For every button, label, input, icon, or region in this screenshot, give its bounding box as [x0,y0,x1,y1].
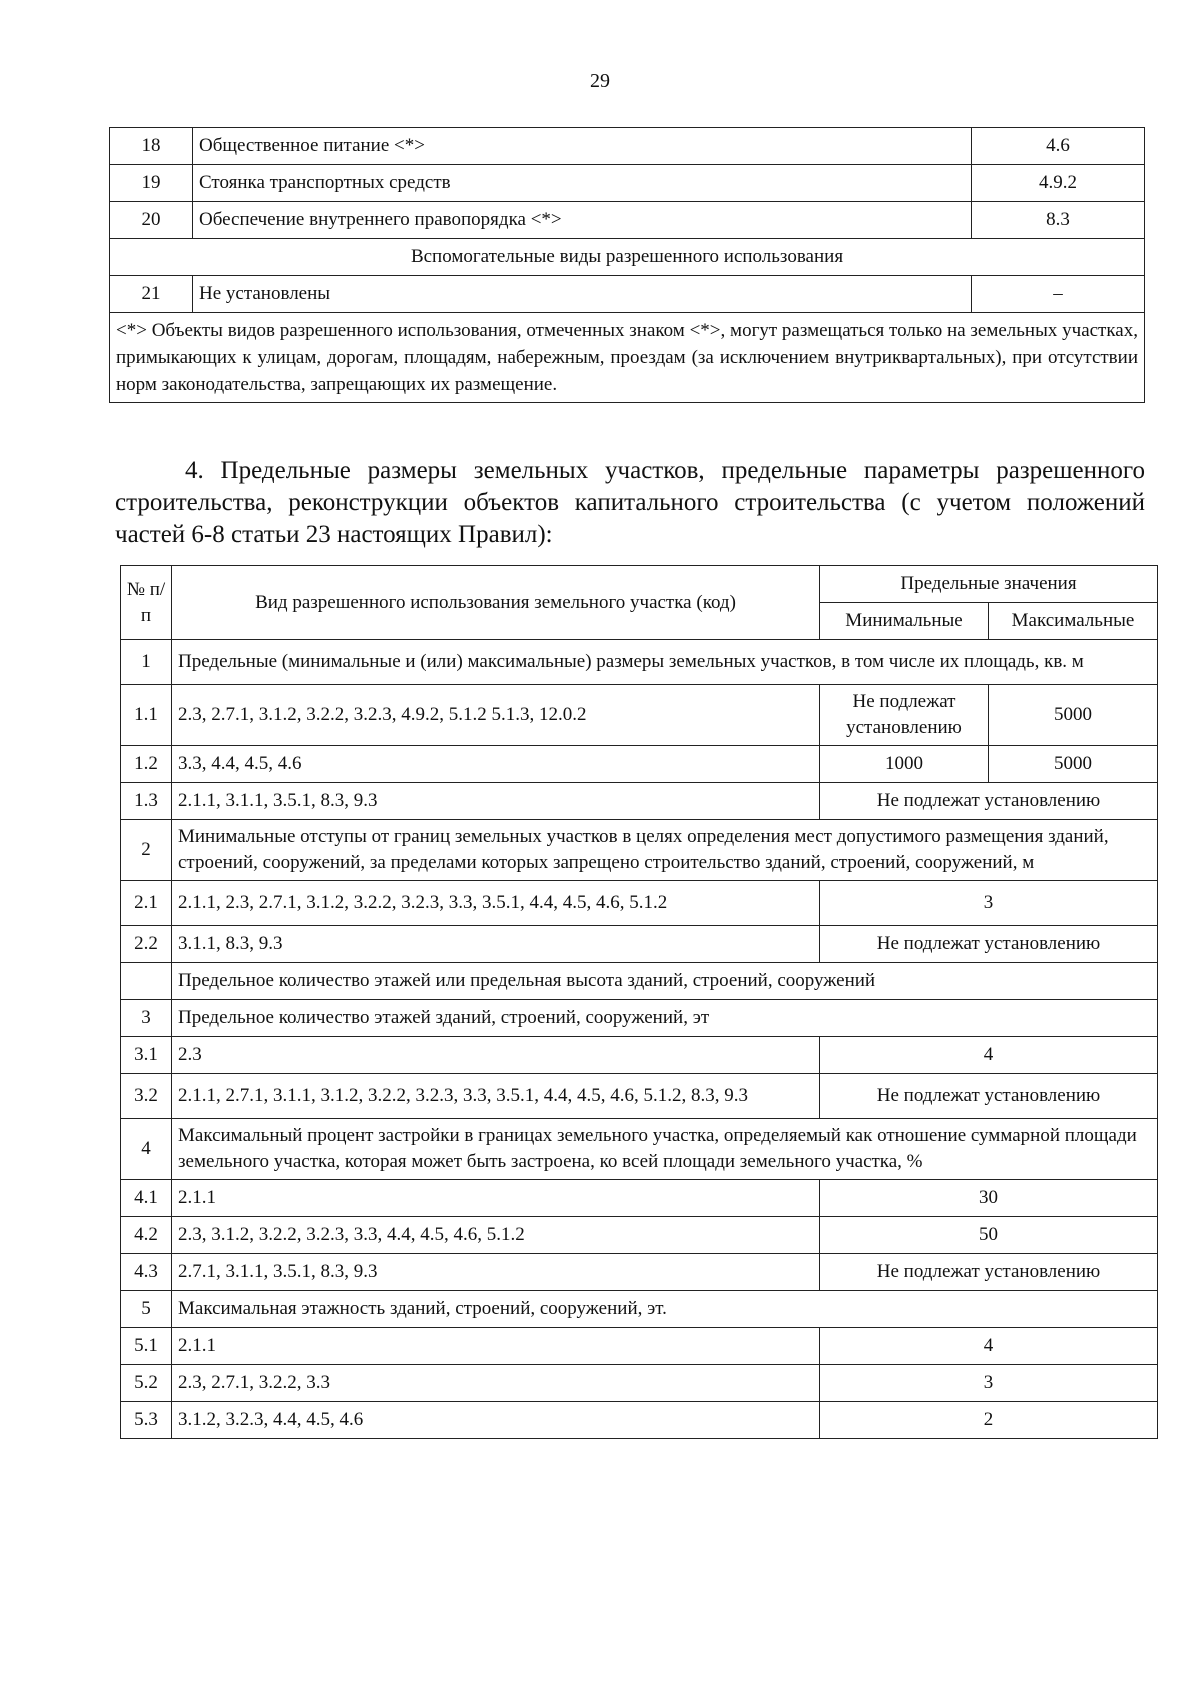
table-row [121,881,1158,926]
row-number-empty [121,963,172,1000]
max-value: 5000 [989,746,1158,783]
table-row [121,1037,1158,1074]
use-codes: 2.1.1 [172,1328,820,1365]
parameter-group-title: Предельное количество этажей или предельная высота зданий, строений, сооружений [172,963,1158,1000]
row-number: 2.1 [121,881,172,926]
footnote: <*> Объекты видов разрешенного использования, отмеченных знаком <*>, могут размещаться только на земельных участках, примыкающих к улицам, дорогам, площадям, набережным, проездам (за исключением внутриквартальных), при отсутствии норм законодательства, запрещающих их размещение. [110,313,1145,403]
use-codes: 2.1.1 [172,1180,820,1217]
row-number: 1 [121,640,172,685]
limit-value: 4 [820,1037,1158,1074]
use-type-name: Общественное питание <*> [193,128,972,165]
parameter-title: Предельные (минимальные и (или) максимальные) размеры земельных участков, в том числе их площадь, кв. м [172,640,1158,685]
table-row [110,202,1145,239]
permitted-use-table-continuation [109,127,1145,403]
use-codes: 2.3, 2.7.1, 3.1.2, 3.2.2, 3.2.3, 4.9.2, 5.1.2 5.1.3, 12.0.2 [172,685,820,746]
page-number: 29 [590,70,610,92]
row-number: 5.1 [121,1328,172,1365]
max-value: 5000 [989,685,1158,746]
row-number: 20 [110,202,193,239]
limit-value: 2 [820,1402,1158,1439]
table-row [121,1217,1158,1254]
table-row [121,963,1158,1000]
section-heading: 4. Предельные размеры земельных участков, предельные параметры разрешенного строительства, реконструкции объектов капитального строительства (с учетом положений частей 6-8 статьи 23 настоящих Правил): [115,457,1145,548]
use-type-name: Не установлены [193,276,972,313]
table-row [121,1180,1158,1217]
use-codes: 3.1.1, 8.3, 9.3 [172,926,820,963]
header-max: Максимальные [989,603,1158,640]
table-row [121,820,1158,881]
table-row [121,685,1158,746]
row-number: 4.1 [121,1180,172,1217]
row-number: 4.3 [121,1254,172,1291]
table-row [121,1000,1158,1037]
min-value: Не подлежат установлению [820,685,989,746]
table-row [121,1365,1158,1402]
use-codes: 3.1.2, 3.2.3, 4.4, 4.5, 4.6 [172,1402,820,1439]
use-codes: 2.1.1, 3.1.1, 3.5.1, 8.3, 9.3 [172,783,820,820]
limit-value: 4 [820,1328,1158,1365]
table-row [121,1402,1158,1439]
header-number: № п/п [121,566,172,640]
table-row [110,165,1145,202]
limit-value: Не подлежат установлению [820,926,1158,963]
parameter-title: Предельное количество этажей зданий, строений, сооружений, эт [172,1000,1158,1037]
row-number: 2 [121,820,172,881]
limit-value: 3 [820,1365,1158,1402]
use-type-code: 4.6 [972,128,1145,165]
limit-value: 50 [820,1217,1158,1254]
use-codes: 2.3, 2.7.1, 3.2.2, 3.3 [172,1365,820,1402]
auxiliary-uses-header: Вспомогательные виды разрешенного использования [110,239,1145,276]
use-codes: 2.3, 3.1.2, 3.2.2, 3.2.3, 3.3, 4.4, 4.5, 4.6, 5.1.2 [172,1217,820,1254]
use-codes: 2.3 [172,1037,820,1074]
row-number: 1.1 [121,685,172,746]
use-codes: 2.1.1, 2.3, 2.7.1, 3.1.2, 3.2.2, 3.2.3, 3.3, 3.5.1, 4.4, 4.5, 4.6, 5.1.2 [172,881,820,926]
row-number: 2.2 [121,926,172,963]
table-row [121,1119,1158,1180]
table-row [121,640,1158,685]
use-codes: 2.7.1, 3.1.1, 3.5.1, 8.3, 9.3 [172,1254,820,1291]
use-type-name: Обеспечение внутреннего правопорядка <*> [193,202,972,239]
row-number: 5.2 [121,1365,172,1402]
use-type-code: 4.9.2 [972,165,1145,202]
table-note-row [110,313,1145,403]
limit-value: 3 [820,881,1158,926]
row-number: 18 [110,128,193,165]
use-type-name: Стоянка транспортных средств [193,165,972,202]
limit-value: Не подлежат установлению [820,783,1158,820]
parameter-title: Максимальная этажность зданий, строений, сооружений, эт. [172,1291,1158,1328]
row-number: 3.1 [121,1037,172,1074]
use-type-code: – [972,276,1145,313]
use-type-code: 8.3 [972,202,1145,239]
row-number: 4 [121,1119,172,1180]
row-number: 3.2 [121,1074,172,1119]
use-codes: 3.3, 4.4, 4.5, 4.6 [172,746,820,783]
table-section-header [110,239,1145,276]
row-number: 19 [110,165,193,202]
parameter-title: Максимальный процент застройки в границах земельного участка, определяемый как отношение суммарной площади земельного участка, которая может быть застроена, ко всей площади земельного участка, % [172,1119,1158,1180]
limit-value: 30 [820,1180,1158,1217]
table-row [121,783,1158,820]
header-use-type: Вид разрешенного использования земельного участка (код) [172,566,820,640]
header-min: Минимальные [820,603,989,640]
row-number: 5.3 [121,1402,172,1439]
table-row [110,276,1145,313]
table-row [121,1074,1158,1119]
table-row [121,1254,1158,1291]
parameter-title: Минимальные отступы от границ земельных участков в целях определения мест допустимого размещения зданий, строений, сооружений, за пределами которых запрещено строительство зданий, строений, сооружений, м [172,820,1158,881]
table-row [121,1291,1158,1328]
table-row [121,1328,1158,1365]
row-number: 1.2 [121,746,172,783]
row-number: 4.2 [121,1217,172,1254]
table-row [121,746,1158,783]
row-number: 21 [110,276,193,313]
table-header-row [121,566,1158,603]
header-limits: Предельные значения [820,566,1158,603]
limit-value: Не подлежат установлению [820,1074,1158,1119]
table-row [121,926,1158,963]
limit-parameters-table [120,565,1158,1439]
row-number: 1.3 [121,783,172,820]
use-codes: 2.1.1, 2.7.1, 3.1.1, 3.1.2, 3.2.2, 3.2.3, 3.3, 3.5.1, 4.4, 4.5, 4.6, 5.1.2, 8.3, 9.3 [172,1074,820,1119]
limit-value: Не подлежат установлению [820,1254,1158,1291]
table-row [110,128,1145,165]
min-value: 1000 [820,746,989,783]
row-number: 5 [121,1291,172,1328]
row-number: 3 [121,1000,172,1037]
